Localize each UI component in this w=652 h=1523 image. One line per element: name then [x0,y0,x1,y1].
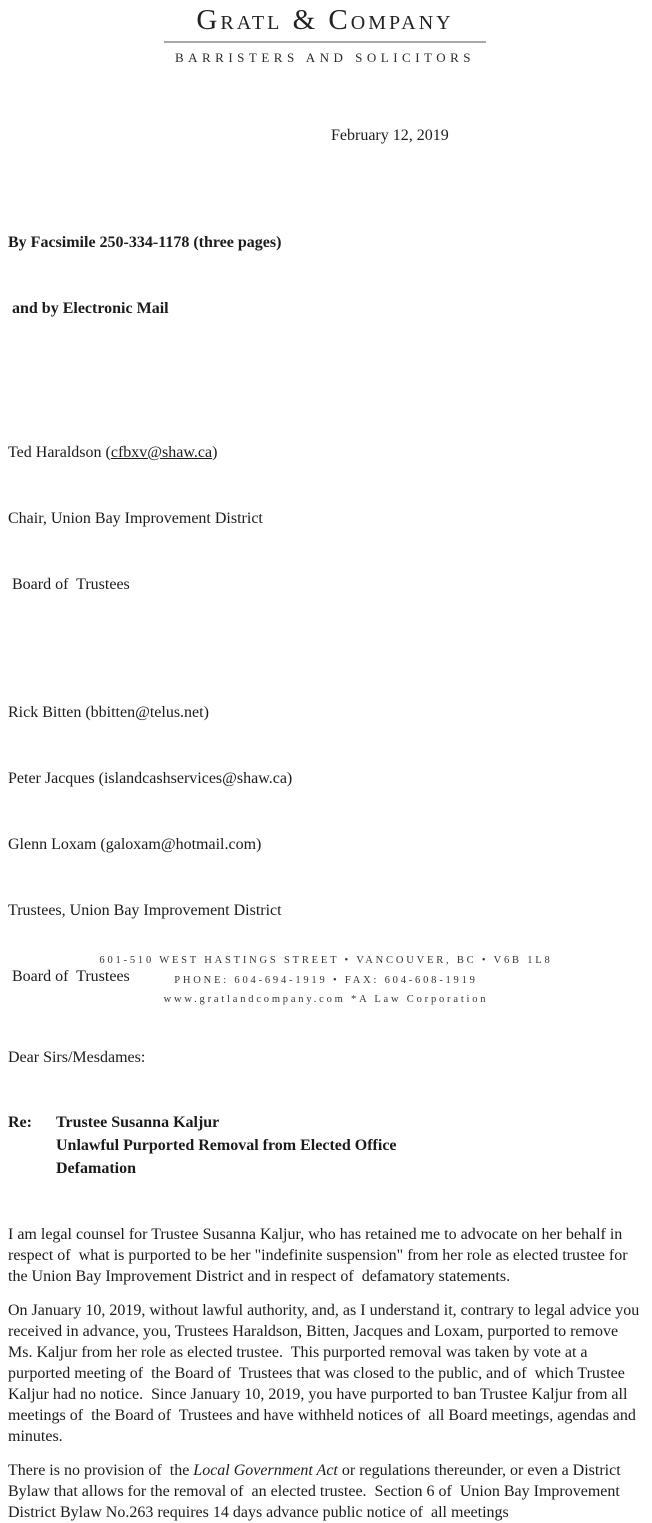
re-subject-lines [56,1111,642,1180]
re-label: Re: [8,1114,32,1131]
recipient-title-line: Trustees, Union Bay Improvement District [8,902,282,919]
recipient-name: Ted Haraldson ( [8,444,111,461]
recipient-line [8,442,642,464]
re-subject-line: Trustee Susanna Kaljur [56,1114,220,1131]
recipient-title-line: Chair, Union Bay Improvement District [8,510,263,527]
recipient-email: cfbxv@shaw.ca [110,444,213,461]
body-paragraph-2: On January 10, 2019, without lawful authority, and, as I understand it, contrary to legal advice you received in advance, you, Trustees Haraldson, Bitten, Jacques and Loxam, purported to remove Ms. Kaljur from her role as elected trustee. This purported removal was taken by vote at a purported meeting of the Board of Trustees that was closed to the public, and of which Trustee Kaljur had no notice. Since January 10, 2019, you have purported to ban Trustee Kaljur from all meetings of the Board of Trustees and have withheld notices of all Board meetings, agendas and minutes. [8,1302,644,1445]
letter-footer [0,951,652,1010]
recipient-org-line: Board of Trustees [8,968,130,985]
paragraph-3-text: There is no provision of the [8,1462,194,1479]
footer-address: 601-510 WEST HASTINGS STREET • VANCOUVER, BC • V6B 1L8 [99,955,553,966]
letterhead [8,0,642,66]
firm-tagline: BARRISTERS AND SOLICITORS [174,50,476,65]
letterhead-divider [164,41,486,43]
body-paragraph-3 [8,1460,642,1523]
statute-name-italic: Local Government Act [193,1462,338,1479]
recipient-line: Peter Jacques (islandcashservices@shaw.ca) [8,770,293,787]
recipient-line: Rick Bitten (bbitten@telus.net) [8,704,209,721]
re-subject-block [8,1111,642,1180]
re-subject-line: Unlawful Purported Removal from Elected Office [56,1137,397,1154]
recipient-org-line: Board of Trustees [8,576,130,593]
re-subject-line: Defamation [56,1160,136,1177]
recipient-line: Glenn Loxam (galoxam@hotmail.com) [8,836,262,853]
footer-phone-fax: PHONE: 604-694-1919 • FAX: 604-608-1919 [174,974,478,986]
recipient-paren: ) [212,444,218,461]
paragraph-3-text: or regulations thereunder, or even a District Bylaw that allows for the removal of an elected trustee. Section 6 of Union Bay Improvement District Bylaw No.263 requires 14 days advance public notice of all meetings [8,1462,625,1521]
salutation: Dear Sirs/Mesdames: [8,1049,146,1066]
body-paragraph-1: I am legal counsel for Trustee Susanna Kaljur, who has retained me to advocate on her behalf in respect of what is purported to be her "indefinite suspension" from her role as elected trustee for the Union Bay Improvement District and in respect of defamatory statements. [8,1226,632,1285]
firm-name: Gratl & Company [196,4,454,36]
recipient-block-chair [8,398,642,640]
footer-website: www.gratlandcompany.com *A Law Corporation [163,994,489,1005]
delivery-line-facsimile: By Facsimile 250-334-1178 (three pages) [8,234,282,251]
letter-date: February 12, 2019 [331,127,449,144]
delivery-line-email: and by Electronic Mail [8,300,169,317]
delivery-method [8,188,642,364]
